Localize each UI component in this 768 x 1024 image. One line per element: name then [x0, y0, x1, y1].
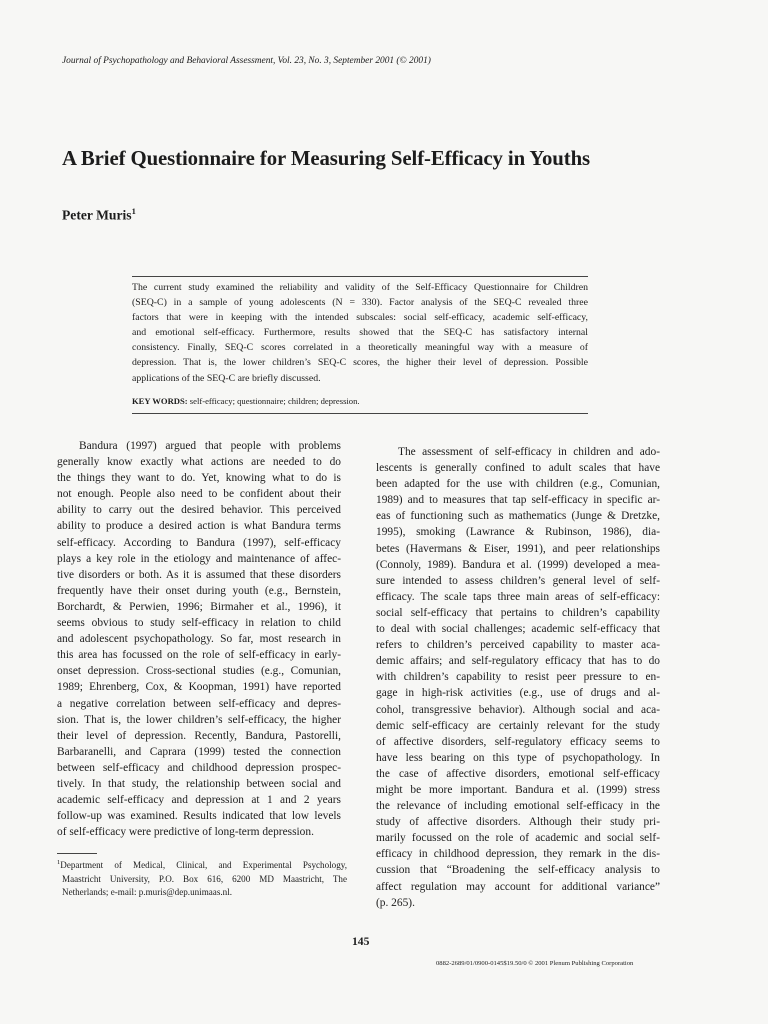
text-line: of affective disorders, self-regulatory efficacy seems to — [376, 735, 660, 748]
text-line: study of affective disorders. Although their study pri- — [376, 816, 660, 829]
text-line: their level of depression. Recently, Bandura, Pastorelli, — [57, 729, 341, 742]
abstract-line: factors that were in keeping with the intended subscales: social self-efficacy, academic self-efficacy, — [132, 312, 588, 324]
text-line: The assessment of self-efficacy in children and ado- — [398, 446, 660, 458]
text-line: the case of affective disorders, emotional self-efficacy — [376, 767, 660, 780]
text-line: have less bearing on this type of psychopathology. In — [376, 751, 660, 764]
keywords — [132, 396, 360, 406]
page-number: 145 — [352, 935, 370, 948]
text-line: ability to carry out the desired behavior. This perceived — [57, 504, 341, 517]
text-line: tive disorders or both. As it is assumed that these disorders — [57, 568, 341, 581]
text-line: not enough. People also need to be confident about their — [57, 488, 341, 501]
text-line: Barbaranelli, and Caprara (1999) tested the connection — [57, 745, 341, 758]
text-line: the relevance of including emotional self-efficacy in the — [376, 800, 660, 813]
body-column-left — [57, 438, 341, 840]
text-line: onset depression. Cross-sectional studies (e.g., Comunian, — [57, 665, 341, 678]
footnote-line: Maastricht University, P.O. Box 616, 6200 MD Maastricht, The — [62, 873, 347, 884]
article-title: A Brief Questionnaire for Measuring Self-Efficacy in Youths — [62, 147, 591, 170]
text-line: marily focussed on the role of academic and social self- — [376, 832, 660, 845]
text-line: efficacy. The scale taps three main areas of self-efficacy: — [376, 590, 660, 603]
footnote-rule — [57, 853, 97, 854]
text-line: sion. That is, the lower children’s self-efficacy, the higher — [57, 713, 341, 726]
text-line: self-efficacy. According to Bandura (1997), self-efficacy — [57, 536, 341, 549]
text-line: (p. 265). — [376, 896, 415, 909]
abstract-line: The current study examined the reliability and validity of the Self-Efficacy Questionnaire for Children — [132, 282, 588, 293]
text-line: and adolescent psychopathology. So far, most research in — [57, 633, 341, 646]
abstract-line: applications of the SEQ-C are briefly discussed. — [132, 372, 321, 384]
text-line: been adapted for the use with children (e.g., Comunian, — [376, 478, 660, 491]
text-line: 1989; Ehrenberg, Cox, & Koopman, 1991) have reported — [57, 681, 341, 694]
text-line: demic affairs; and self-regulatory efficacy that has to do — [376, 655, 660, 668]
text-line: eas of functioning such as mathematics (Junge & Dretzke, — [376, 510, 660, 523]
text-line: 1995), smoking (Lawrance & Rubinson, 1986), dia- — [376, 526, 660, 539]
journal-citation: Journal of Psychopathology and Behavioral Assessment, Vol. 23, No. 3, September 2001 (© 2001) — [62, 56, 431, 66]
copyright-line: 0882-2689/01/0900-0145$19.50/0 © 2001 Plenum Publishing Corporation — [436, 960, 634, 967]
text-line: sure intended to assess children’s general level of self- — [376, 574, 660, 587]
text-line: cussion that “Broadening the self-efficacy analysis to — [376, 864, 660, 877]
author-name: Peter Muris — [62, 207, 132, 223]
text-line: plays a key role in the etiology and maintenance of affec- — [57, 552, 341, 565]
text-line: generally know exactly what actions are needed to do — [57, 456, 341, 469]
text-line: betes (Havermans & Eiser, 1991), and peer relationships — [376, 542, 660, 555]
keywords-label: KEY WORDS: — [132, 396, 188, 406]
text-line: Borchardt, & Perwien, 1996; Birmaher et al., 1996), it — [57, 600, 341, 613]
text-line: 1989) and to measures that tap self-efficacy in specific ar- — [376, 494, 660, 507]
text-line: academic self-efficacy and depression at 1 and 2 years — [57, 794, 341, 807]
text-line: gage in high-risk activities (e.g., use of drugs and al- — [376, 687, 660, 700]
text-line: social self-efficacy that pertains to children’s capability — [376, 606, 660, 619]
author-footnote-mark: 1 — [131, 206, 136, 216]
body-column-right — [376, 444, 660, 911]
text-line: refers to children’s perceived capability to master aca- — [376, 639, 660, 652]
text-line: Bandura (1997) argued that people with problems — [79, 440, 341, 452]
text-line: affect regulation may account for additional variance” — [376, 880, 660, 893]
abstract-top-rule — [132, 276, 588, 277]
text-line: cohol, transgressive behavior). Although social and aca- — [376, 703, 660, 716]
text-line: demic self-efficacy are certainly relevant for the study — [376, 719, 660, 732]
footnote-line: Netherlands; e-mail: p.muris@dep.unimaas.nl. — [62, 887, 233, 898]
text-line: frequently have their onset during youth (e.g., Bernstein, — [57, 584, 341, 597]
text-line: (Connoly, 1989). Bandura et al. (1999) developed a mea- — [376, 558, 660, 571]
abstract-bottom-rule — [132, 413, 588, 414]
abstract — [132, 280, 588, 386]
abstract-line: consistency. Finally, SEQ-C scores correlated in a theoretically meaningful way with a measure of — [132, 342, 588, 354]
text-line: efficacy in childhood depression, they remark in the dis- — [376, 848, 660, 861]
text-line: lescents is generally confined to adult scales that have — [376, 462, 660, 475]
text-line: might be more important. Bandura et al. (1999) stress — [376, 783, 660, 796]
footnote-mark: 1 — [57, 859, 61, 866]
text-line: a negative correlation between self-efficacy and depres- — [57, 697, 341, 710]
text-line: to deal with social challenges; academic self-efficacy that — [376, 623, 660, 636]
text-line: seems obvious to study self-efficacy in relation to child — [57, 617, 341, 630]
text-line: follow-up was examined. Results indicated that low levels — [57, 810, 341, 823]
text-line: tively. In that study, the relationship between social and — [57, 777, 341, 790]
text-line: this area has focussed on the role of self-efficacy in early- — [57, 649, 341, 662]
keywords-text: self-efficacy; questionnaire; children; depression. — [189, 396, 360, 406]
text-line: ability to produce a desired action is what Bandura terms — [57, 520, 341, 533]
affiliation-footnote — [57, 856, 347, 900]
abstract-line: (SEQ-C) in a sample of young adolescents (N = 330). Factor analysis of the SEQ-C revealed three — [132, 297, 588, 309]
text-line: of self-efficacy were predictive of long-term depression. — [57, 826, 314, 839]
footnote-line: Department of Medical, Clinical, and Experimental Psychology, — [60, 860, 347, 871]
abstract-line: depression. That is, the lower children’s SEQ-C scores, the higher their level of depression. Possible — [132, 357, 588, 369]
text-line: between self-efficacy and childhood depression prospec- — [57, 761, 341, 774]
text-line: with children’s capability to resist peer pressure to en- — [376, 671, 660, 684]
abstract-line: and emotional self-efficacy. Furthermore, results showed that the SEQ-C has satisfactory internal — [132, 327, 588, 339]
author-line — [62, 206, 136, 224]
text-line: the things they want to do. Yet, knowing what to do is — [57, 472, 341, 485]
